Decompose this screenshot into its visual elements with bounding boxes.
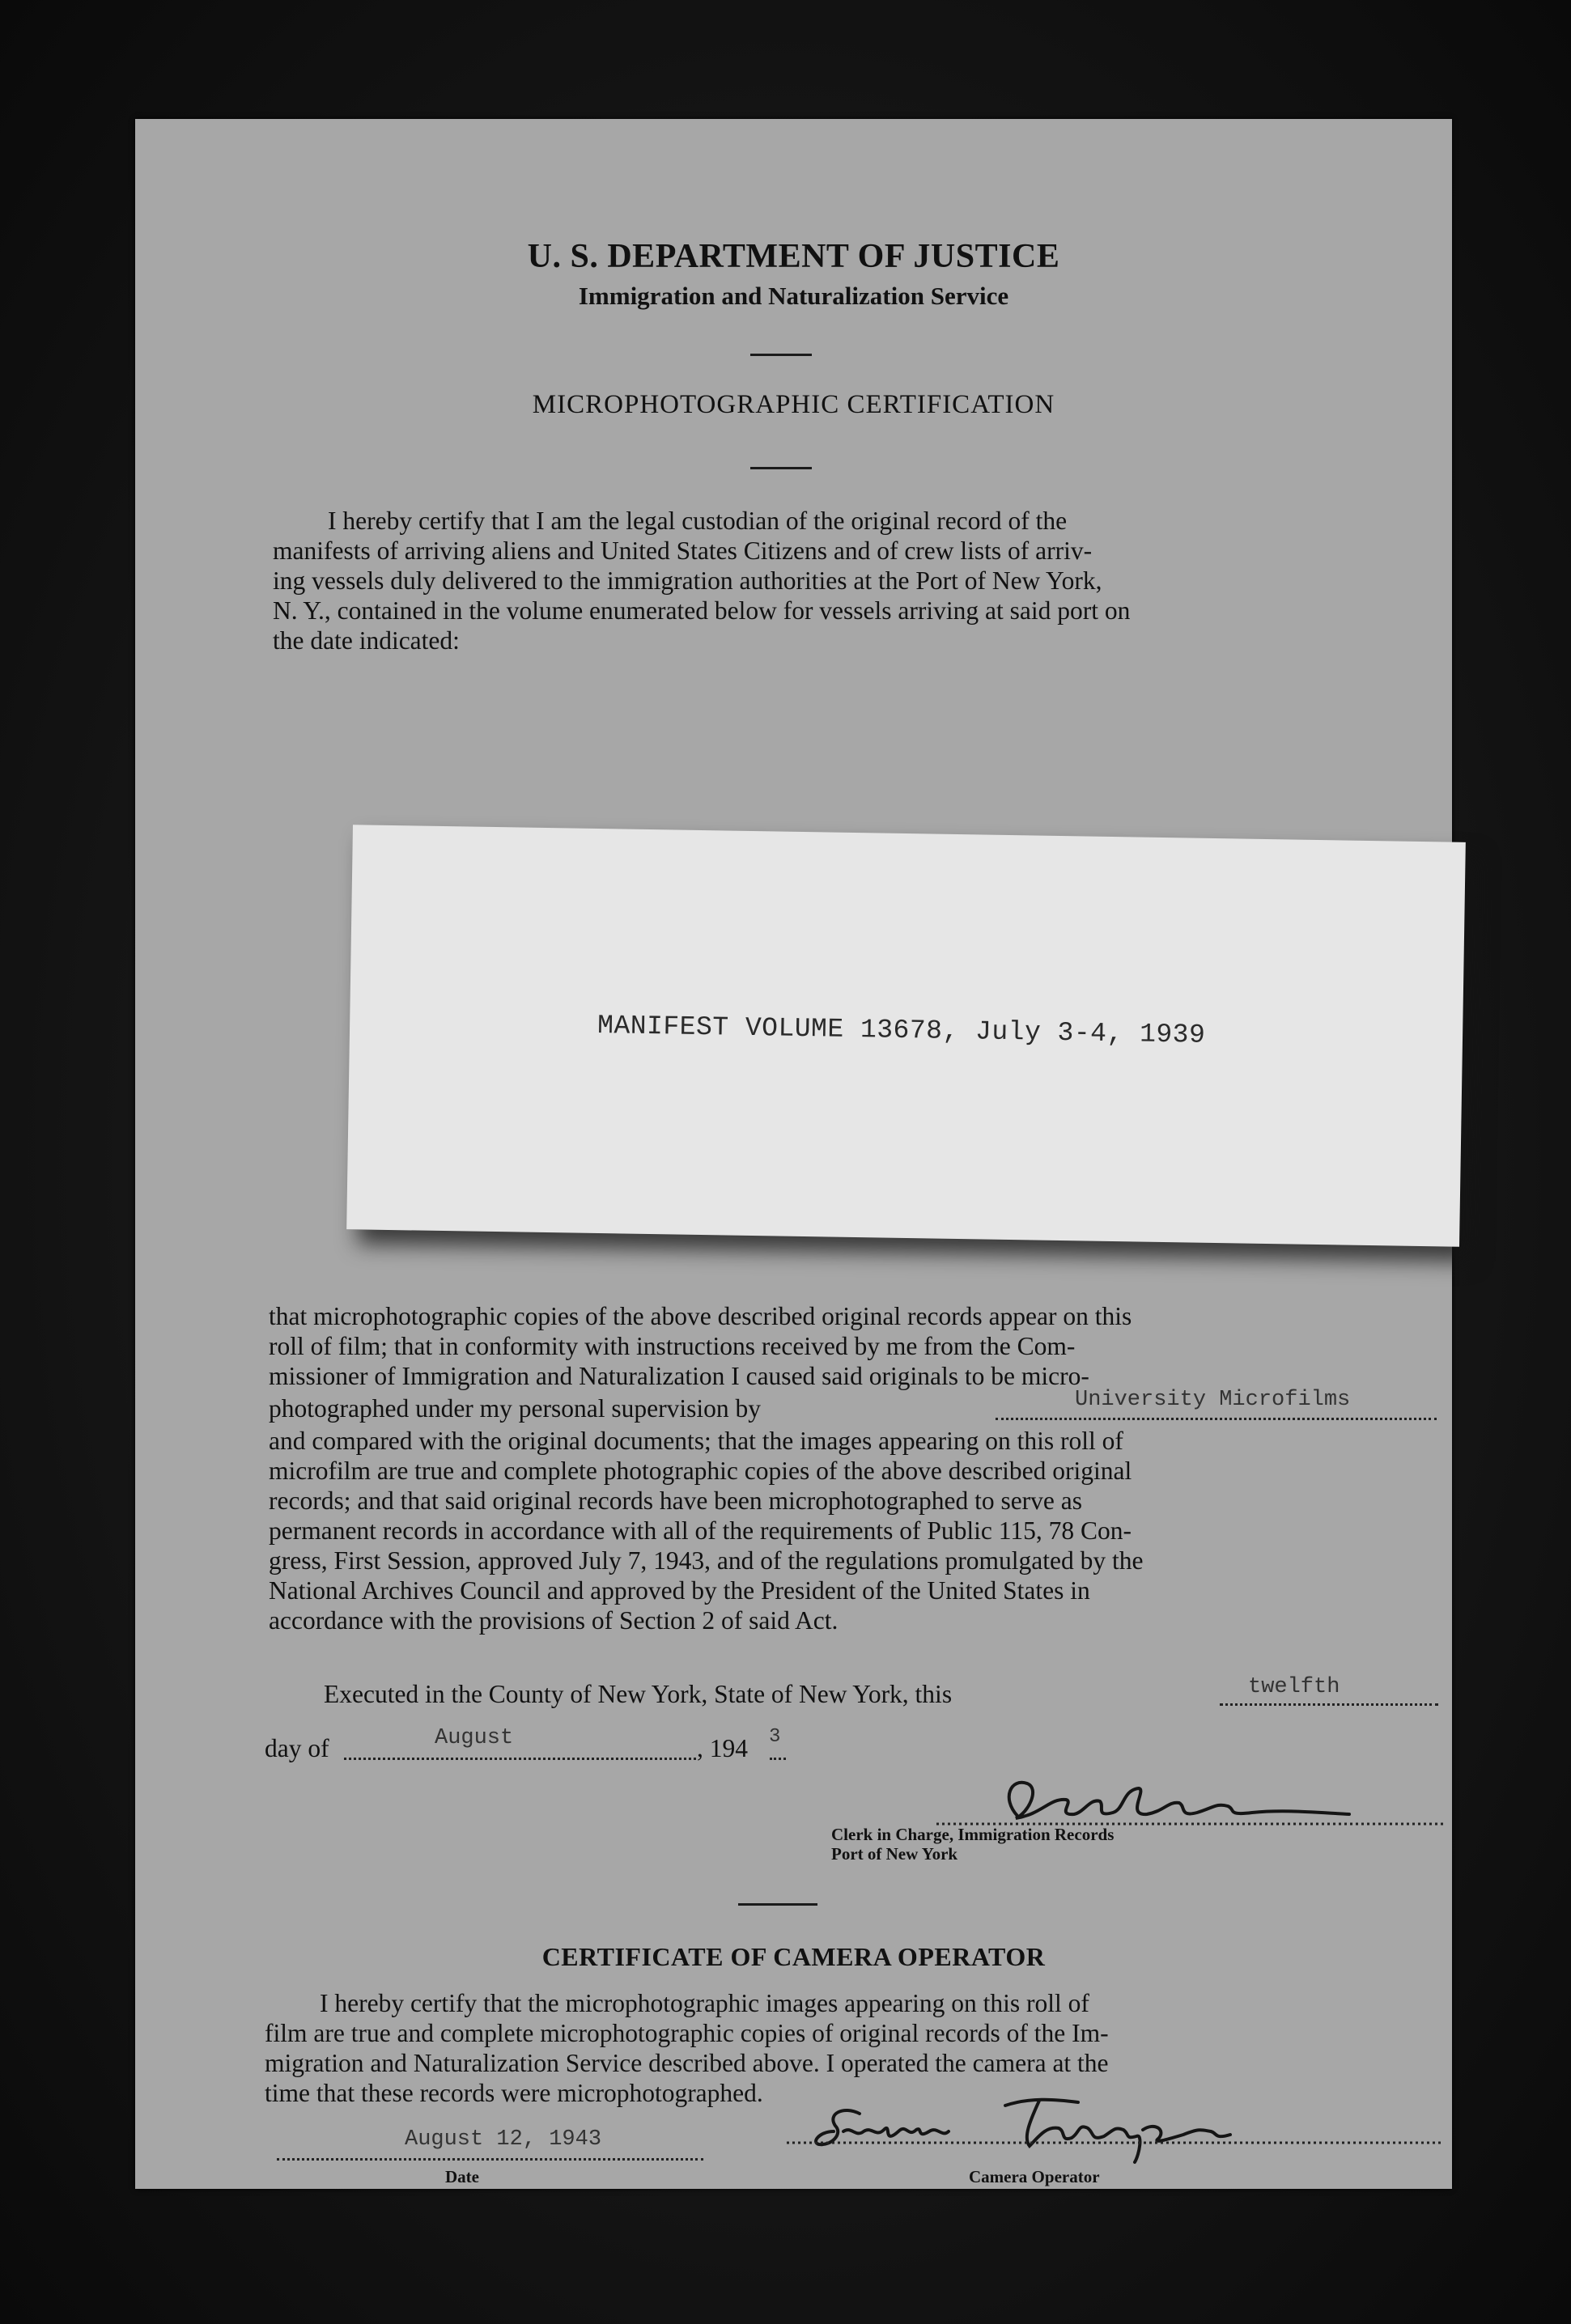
certificate-sheet — [135, 119, 1452, 2189]
microfilm-company-value: University Microfilms — [1075, 1388, 1351, 1412]
intro-line: N. Y., contained in the volume enumerated below for vessels arriving at said port on — [273, 596, 1131, 625]
body-line: permanent records in accordance with all of the requirements of Public 115, 78 Con- — [269, 1516, 1132, 1545]
body-line: that microphotographic copies of the above described original records appear on this — [269, 1302, 1132, 1330]
year-prefix: , 194 — [697, 1734, 748, 1762]
camera-line: film are true and complete microphotographic copies of original records of the Im- — [265, 2019, 1109, 2047]
year-digit-value: 3 — [769, 1726, 781, 1748]
month-value: August — [435, 1726, 514, 1750]
heading-divider — [750, 467, 812, 469]
certification-body — [269, 1301, 1441, 1635]
day-value: twelfth — [1248, 1675, 1340, 1699]
intro-paragraph — [273, 506, 1441, 655]
body-line: National Archives Council and approved by the President of the United States in — [269, 1576, 1090, 1605]
body-line: microfilm are true and complete photographic copies of the above described original — [269, 1457, 1132, 1485]
body-line: accordance with the provisions of Section 2 of said Act. — [269, 1606, 839, 1635]
department-title: U. S. DEPARTMENT OF JUSTICE — [527, 238, 1060, 275]
clerk-title-line2: Port of New York — [831, 1844, 958, 1864]
camera-section-divider — [738, 1903, 817, 1906]
camera-line: time that these records were microphotographed. — [265, 2079, 763, 2107]
clerk-title-line1: Clerk in Charge, Immigration Records — [831, 1825, 1115, 1844]
intro-line: I hereby certify that I am the legal custodian of the original record of the — [328, 507, 1068, 535]
execution-prefix: Executed in the County of New York, State of New York, this — [324, 1680, 953, 1708]
camera-date-label: Date — [445, 2167, 479, 2186]
volume-label-card — [346, 825, 1466, 1247]
certification-heading: MICROPHOTOGRAPHIC CERTIFICATION — [532, 390, 1055, 419]
execution-line — [269, 1675, 1441, 1711]
camera-date-value: August 12, 1943 — [405, 2127, 602, 2152]
service-subtitle: Immigration and Naturalization Service — [578, 282, 1009, 310]
body-line: gress, First Session, approved July 7, 1943, and of the regulations promulgated by the — [269, 1546, 1144, 1575]
clerk-title — [831, 1825, 1114, 1864]
body-line: missioner of Immigration and Naturalization I caused said originals to be micro- — [269, 1362, 1089, 1390]
intro-line: ing vessels duly delivered to the immigration authorities at the Port of New York, — [273, 566, 1102, 595]
intro-line: the date indicated: — [273, 626, 460, 655]
camera-line: migration and Naturalization Service described above. I operated the camera at the — [265, 2049, 1109, 2077]
supervisor-line — [269, 1388, 1441, 1426]
intro-line: manifests of arriving aliens and United States Citizens and of crew lists of arriv- — [273, 536, 1093, 565]
body-line: records; and that said original records have been microphotographed to serve as — [269, 1486, 1083, 1515]
title-divider — [750, 354, 812, 356]
camera-operator-heading: CERTIFICATE OF CAMERA OPERATOR — [541, 1942, 1046, 1971]
camera-line: I hereby certify that the microphotographic images appearing on this roll of — [320, 1989, 1089, 2017]
year-fill-line — [770, 1740, 786, 1760]
day-of-label: day of — [265, 1734, 329, 1762]
date-of-execution-line — [265, 1726, 993, 1766]
supervisor-prefix: photographed under my personal supervision by — [269, 1394, 762, 1423]
camera-operator-label: Camera Operator — [969, 2167, 1100, 2186]
body-line: and compared with the original documents; that the images appearing on this roll of — [269, 1427, 1123, 1455]
month-fill-line — [344, 1740, 696, 1760]
volume-label-text: MANIFEST VOLUME 13678, July 3-4, 1939 — [597, 1011, 1206, 1050]
camera-operator-signature — [787, 2081, 1442, 2170]
body-line: roll of film; that in conformity with instructions received by me from the Com- — [269, 1332, 1076, 1360]
